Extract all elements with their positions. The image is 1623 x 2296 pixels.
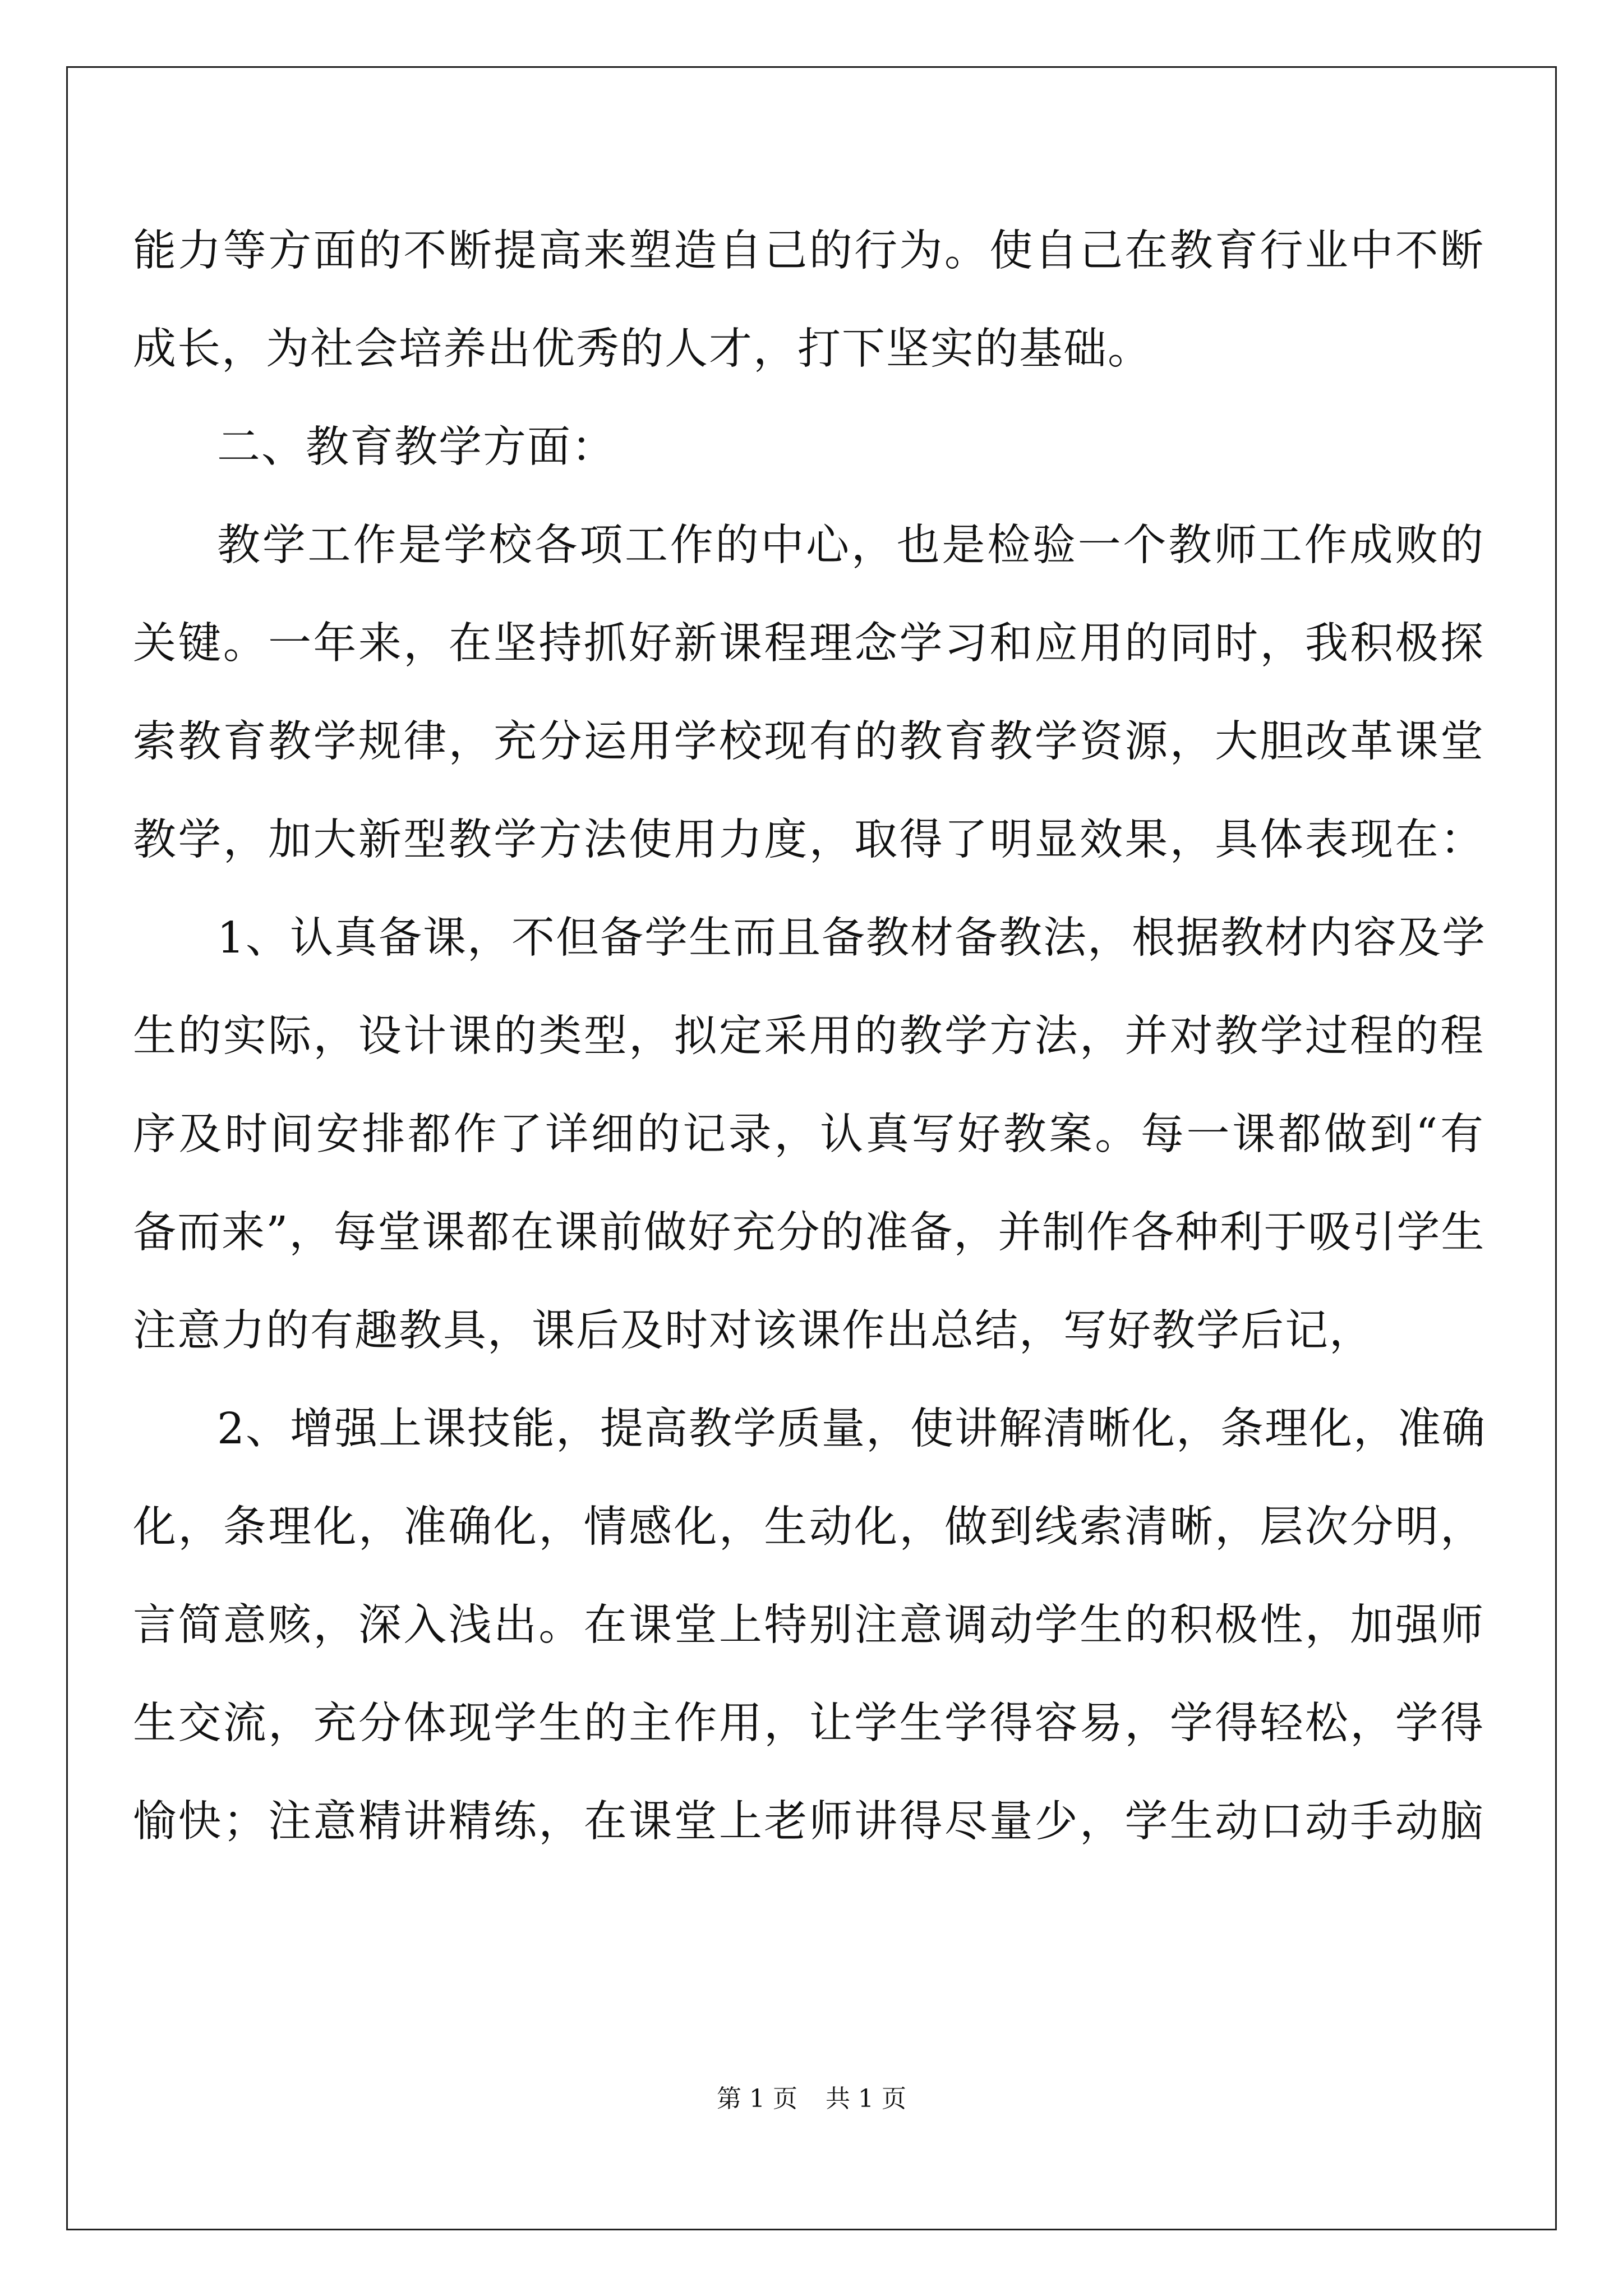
- text-line: 能力等方面的不断提高来塑造自己的行为。使自己在教育行业中不断: [133, 226, 1484, 276]
- text-line: 关键。一年来，在坚持抓好新课程理念学习和应用的同时，我积极探: [133, 619, 1484, 669]
- page-total: 共 1 页: [826, 2085, 906, 2113]
- text-line: 言简意赅，深入浅出。在课堂上特别注意调动学生的积极性，加强师: [133, 1600, 1484, 1650]
- text-line: 化，条理化，准确化，情感化，生动化，做到线索清晰，层次分明，: [133, 1502, 1484, 1552]
- text-line: 教学，加大新型教学方法使用力度，取得了明显效果，具体表现在：: [133, 815, 1484, 865]
- page-number: 第 1 页: [717, 2085, 797, 2113]
- text-line: 生交流，充分体现学生的主作用，让学生学得容易，学得轻松，学得: [133, 1699, 1484, 1749]
- text-line: 愉快；注意精讲精练，在课堂上老师讲得尽量少，学生动口动手动脑: [133, 1797, 1484, 1847]
- page-footer: [0, 2082, 1623, 2116]
- text-line: 1、认真备课，不但备学生而且备教材备教法，根据教材内容及学: [217, 913, 1486, 963]
- text-line: 索教育教学规律，充分运用学校现有的教育教学资源，大胆改革课堂: [133, 717, 1484, 767]
- text-line: 成长，为社会培养出优秀的人才，打下坚实的基础。: [133, 324, 1152, 374]
- text-line: 序及时间安排都作了详细的记录，认真写好教案。每一课都做到“有: [133, 1110, 1484, 1159]
- section-heading: 二、教育教学方面：: [217, 422, 616, 472]
- text-line: 教学工作是学校各项工作的中心，也是检验一个教师工作成败的: [217, 521, 1484, 570]
- text-line: 2、增强上课技能，提高教学质量，使讲解清晰化，条理化，准确: [217, 1404, 1486, 1454]
- text-line: 注意力的有趣教具，课后及时对该课作出总结，写好教学后记，: [133, 1306, 1373, 1356]
- text-line: 备而来”，每堂课都在课前做好充分的准备，并制作各种利于吸引学生: [133, 1208, 1486, 1258]
- text-line: 生的实际，设计课的类型，拟定采用的教学方法，并对教学过程的程: [133, 1011, 1484, 1061]
